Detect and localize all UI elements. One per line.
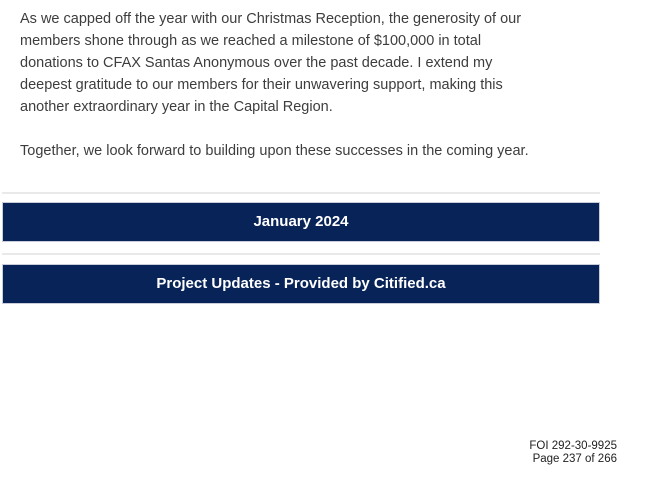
paragraph-line: donations to CFAX Santas Anonymous over the past decade. I extend my bbox=[20, 55, 493, 71]
body-paragraph-2: Together, we look forward to building upon these successes in the coming year. bbox=[20, 143, 529, 159]
paragraph-line: deepest gratitude to our members for their unwavering support, making this bbox=[20, 77, 503, 93]
document-body bbox=[0, 0, 658, 162]
month-banner: January 2024 bbox=[2, 202, 600, 242]
paragraph-gap bbox=[20, 118, 658, 140]
separator-line bbox=[2, 253, 600, 255]
foi-reference: FOI 292-30-9925 bbox=[529, 440, 617, 452]
paragraph-line: members shone through as we reached a milestone of $100,000 in total bbox=[20, 33, 482, 49]
paragraph-line: another extraordinary year in the Capital Region. bbox=[20, 99, 333, 115]
page-number: Page 237 of 266 bbox=[532, 453, 617, 465]
section-banner-project-updates: Project Updates - Provided by Citified.ca bbox=[2, 264, 600, 304]
separator-line bbox=[2, 192, 600, 194]
page-footer bbox=[529, 440, 617, 466]
paragraph-line: As we capped off the year with our Christmas Reception, the generosity of our bbox=[20, 11, 522, 27]
body-paragraph-1 bbox=[20, 8, 658, 118]
